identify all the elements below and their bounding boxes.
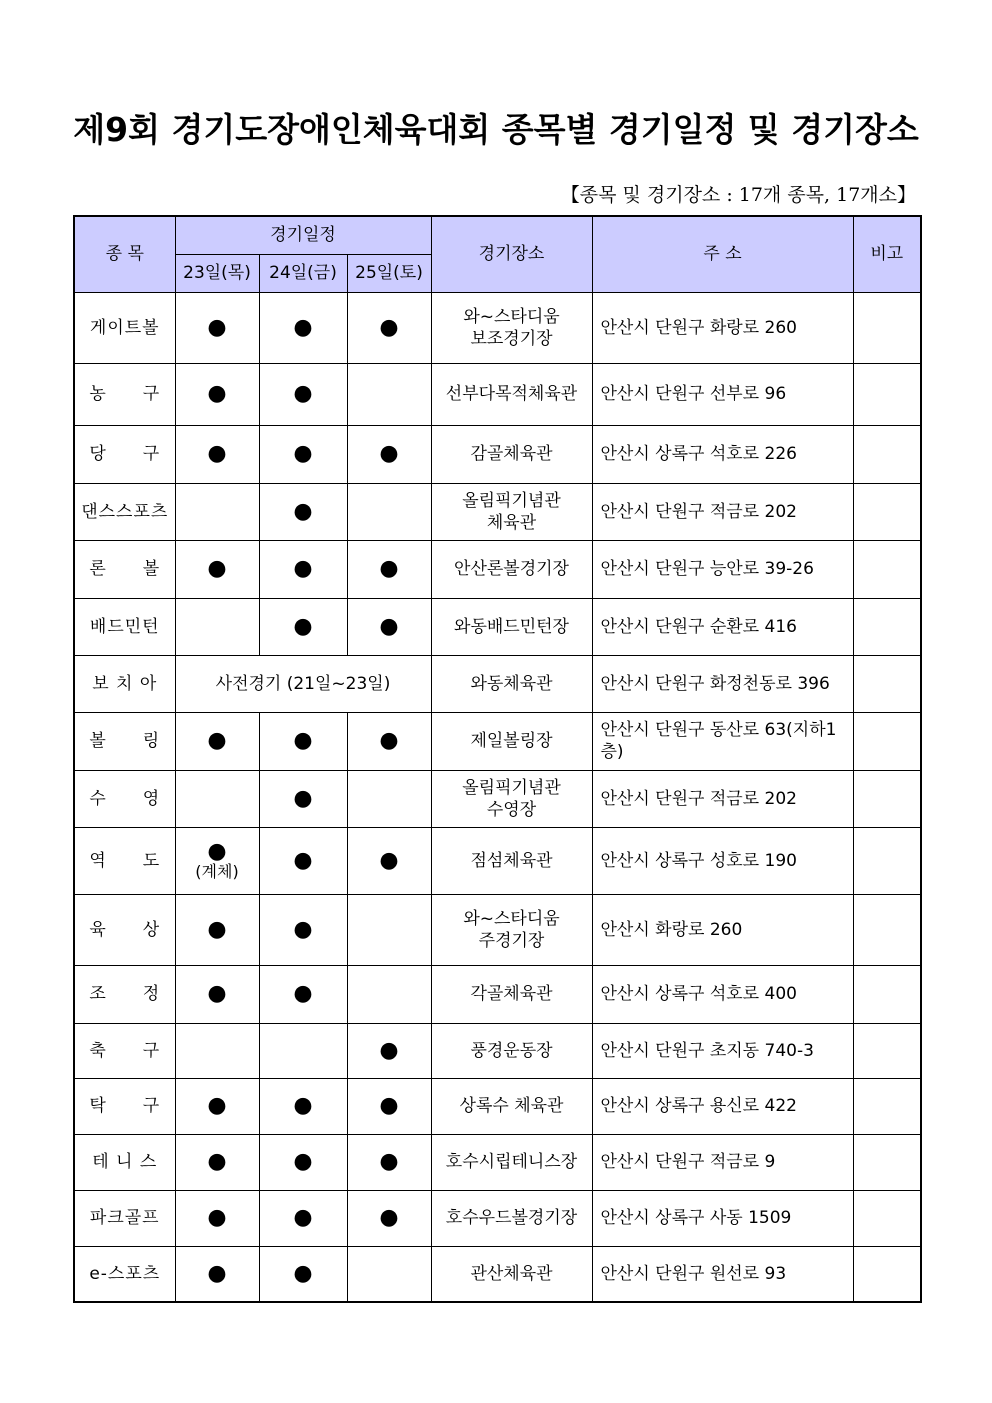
table-row (74, 770, 921, 827)
schedule-day2-cell: ● (259, 363, 347, 425)
table-row (74, 363, 921, 425)
schedule-day3-cell: ● (347, 1190, 431, 1246)
sport-cell: 축 구 (74, 1023, 175, 1078)
schedule-day1-cell (175, 827, 259, 894)
schedule-day1-cell (175, 598, 259, 655)
venue-cell (431, 1023, 592, 1078)
schedule-day3-cell (347, 894, 431, 965)
venue-line1: 호수시립테니스장 (445, 1152, 578, 1172)
header-day1: 23일(목) (175, 254, 259, 292)
schedule-day1-cell: ● (175, 712, 259, 770)
schedule-day3-cell: ● (347, 1134, 431, 1190)
address-cell: 안산시 단원구 적금로 202 (592, 483, 853, 540)
venue-cell (431, 483, 592, 540)
venue-line1: 선부다목적체육관 (445, 384, 578, 404)
venue-cell (431, 655, 592, 712)
schedule-day3-cell (347, 1246, 431, 1302)
sport-cell: 수 영 (74, 770, 175, 827)
schedule-day2-cell: ● (259, 1246, 347, 1302)
venue-cell (431, 292, 592, 363)
schedule-table (73, 215, 922, 1303)
table-row (74, 1190, 921, 1246)
note-cell (853, 292, 921, 363)
schedule-day3-cell: ● (347, 292, 431, 363)
address-cell: 안산시 상록구 용신로 422 (592, 1078, 853, 1134)
venue-cell (431, 1078, 592, 1134)
schedule-day1-cell: ● (175, 1246, 259, 1302)
address-cell: 안산시 단원구 선부로 96 (592, 363, 853, 425)
venue-line1: 풍경운동장 (470, 1040, 553, 1061)
table-row (74, 292, 921, 363)
table-row (74, 540, 921, 598)
note-cell (853, 770, 921, 827)
schedule-day1-cell: ● (175, 1190, 259, 1246)
schedule-day3-cell: ● (347, 425, 431, 483)
sport-cell: 댄스스포츠 (74, 483, 175, 540)
address-cell: 안산시 단원구 적금로 202 (592, 770, 853, 827)
note-cell (853, 1134, 921, 1190)
note-cell (853, 483, 921, 540)
schedule-day2-cell: ● (259, 1190, 347, 1246)
schedule-day2-cell: ● (259, 827, 347, 894)
address-cell: 안산시 단원구 순환로 416 (592, 598, 853, 655)
address-cell: 안산시 상록구 성호로 190 (592, 827, 853, 894)
schedule-day2-cell: ● (259, 965, 347, 1023)
venue-cell (431, 827, 592, 894)
venue-line1: 호수우드볼경기장 (445, 1208, 578, 1228)
sport-cell: 게이트볼 (74, 292, 175, 363)
schedule-day2-cell: ● (259, 540, 347, 598)
header-day2: 24일(금) (259, 254, 347, 292)
address-cell: 안산시 단원구 초지동 740-3 (592, 1023, 853, 1078)
note-cell (853, 1078, 921, 1134)
table-row (74, 894, 921, 965)
sport-cell: 역 도 (74, 827, 175, 894)
schedule-day3-cell (347, 483, 431, 540)
schedule-day2-cell: ● (259, 292, 347, 363)
venue-line1: 와~스타디움 (463, 908, 560, 929)
venue-cell (431, 894, 592, 965)
header-address: 주 소 (592, 216, 853, 292)
venue-line1: 와동배드민턴장 (454, 616, 569, 637)
sport-cell: 조 정 (74, 965, 175, 1023)
schedule-day2-cell (259, 1023, 347, 1078)
table-row (74, 655, 921, 712)
table-row (74, 1078, 921, 1134)
schedule-day1-cell (175, 483, 259, 540)
address-cell: 안산시 단원구 화정천동로 396 (592, 655, 853, 712)
schedule-dot-icon: ● (207, 838, 227, 864)
venue-line1: 각골체육관 (470, 984, 553, 1004)
note-cell (853, 1246, 921, 1302)
venue-cell (431, 425, 592, 483)
note-cell (853, 827, 921, 894)
address-cell: 안산시 상록구 사동 1509 (592, 1190, 853, 1246)
schedule-day2-cell: ● (259, 483, 347, 540)
header-day3: 25일(토) (347, 254, 431, 292)
schedule-day3-cell: ● (347, 540, 431, 598)
venue-line1: 감골체육관 (470, 444, 553, 464)
subtitle: 【종목 및 경기장소 : 17개 종목, 17개소】 (560, 184, 916, 206)
venue-cell (431, 965, 592, 1023)
schedule-day1-cell: ● (175, 1078, 259, 1134)
venue-cell (431, 363, 592, 425)
table-row (74, 1134, 921, 1190)
venue-line2: 보조경기장 (470, 328, 553, 349)
address-cell: 안산시 단원구 화랑로 260 (592, 292, 853, 363)
note-cell (853, 363, 921, 425)
venue-line1: 제일볼링장 (470, 731, 553, 751)
venue-line1: 관산체육관 (470, 1263, 553, 1284)
note-cell (853, 712, 921, 770)
schedule-merged-cell: 사전경기 (21일~23일) (175, 655, 431, 712)
sport-cell: e-스포츠 (74, 1246, 175, 1302)
schedule-day1-cell: ● (175, 894, 259, 965)
schedule-day1-cell: ● (175, 965, 259, 1023)
schedule-day3-cell (347, 363, 431, 425)
venue-line1: 점섬체육관 (470, 850, 553, 871)
venue-cell (431, 1246, 592, 1302)
venue-line1: 상록수 체육관 (459, 1096, 564, 1116)
table-row (74, 712, 921, 770)
note-cell (853, 655, 921, 712)
venue-cell (431, 770, 592, 827)
header-sport: 종 목 (74, 216, 175, 292)
venue-line2: 체육관 (486, 512, 537, 533)
schedule-day2-cell: ● (259, 1134, 347, 1190)
note-cell (853, 540, 921, 598)
header-note: 비고 (853, 216, 921, 292)
sport-cell: 농 구 (74, 363, 175, 425)
sport-cell: 육 상 (74, 894, 175, 965)
note-cell (853, 1023, 921, 1078)
table-row (74, 598, 921, 655)
table-row (74, 1023, 921, 1078)
schedule-note: (계체) (195, 861, 239, 881)
schedule-day3-cell: ● (347, 1078, 431, 1134)
table-row (74, 827, 921, 894)
sport-cell: 론 볼 (74, 540, 175, 598)
note-cell (853, 425, 921, 483)
venue-line1: 와동체육관 (470, 673, 553, 694)
venue-line2: 주경기장 (478, 930, 545, 951)
schedule-day2-cell: ● (259, 598, 347, 655)
venue-cell (431, 540, 592, 598)
sport-cell: 파크골프 (74, 1190, 175, 1246)
venue-cell (431, 712, 592, 770)
schedule-day3-cell (347, 770, 431, 827)
address-cell: 안산시 단원구 능안로 39-26 (592, 540, 853, 598)
schedule-day3-cell: ● (347, 712, 431, 770)
address-cell: 안산시 단원구 적금로 9 (592, 1134, 853, 1190)
venue-line1: 올림픽기념관 (462, 777, 561, 798)
address-cell: 안산시 단원구 원선로 93 (592, 1246, 853, 1302)
sport-cell: 배드민턴 (74, 598, 175, 655)
schedule-day3-cell (347, 965, 431, 1023)
schedule-day2-cell: ● (259, 425, 347, 483)
table-row (74, 965, 921, 1023)
sport-cell: 볼 링 (74, 712, 175, 770)
sport-cell: 보 치 아 (74, 655, 175, 712)
schedule-day2-cell: ● (259, 712, 347, 770)
sport-cell: 탁 구 (74, 1078, 175, 1134)
address-cell: 안산시 상록구 석호로 226 (592, 425, 853, 483)
note-cell (853, 965, 921, 1023)
schedule-day1-cell (175, 770, 259, 827)
schedule-day1-cell: ● (175, 1134, 259, 1190)
schedule-day3-cell: ● (347, 1023, 431, 1078)
schedule-day1-cell: ● (175, 363, 259, 425)
venue-line1: 와~스타디움 (463, 306, 560, 327)
venue-line1: 안산론볼경기장 (454, 559, 569, 579)
table-row (74, 483, 921, 540)
venue-line1: 올림픽기념관 (462, 490, 561, 511)
note-cell (853, 1190, 921, 1246)
address-cell: 안산시 상록구 석호로 400 (592, 965, 853, 1023)
venue-line2: 수영장 (486, 799, 537, 820)
note-cell (853, 894, 921, 965)
address-cell: 안산시 단원구 동산로 63(지하1층) (592, 712, 853, 770)
page-title: 제9회 경기도장애인체육대회 종목별 경기일정 및 경기장소 (73, 110, 919, 149)
schedule-day1-cell: ● (175, 540, 259, 598)
schedule-day2-cell: ● (259, 770, 347, 827)
header-venue: 경기장소 (431, 216, 592, 292)
venue-cell (431, 598, 592, 655)
schedule-day1-cell (175, 1023, 259, 1078)
note-cell (853, 598, 921, 655)
address-cell: 안산시 화랑로 260 (592, 894, 853, 965)
schedule-day3-cell: ● (347, 827, 431, 894)
schedule-day1-cell: ● (175, 292, 259, 363)
table-row (74, 1246, 921, 1302)
schedule-day3-cell: ● (347, 598, 431, 655)
schedule-day2-cell: ● (259, 1078, 347, 1134)
venue-cell (431, 1190, 592, 1246)
schedule-day2-cell: ● (259, 894, 347, 965)
sport-cell: 테 니 스 (74, 1134, 175, 1190)
venue-cell (431, 1134, 592, 1190)
schedule-day1-cell: ● (175, 425, 259, 483)
sport-cell: 당 구 (74, 425, 175, 483)
table-row (74, 425, 921, 483)
header-schedule: 경기일정 (175, 216, 431, 254)
